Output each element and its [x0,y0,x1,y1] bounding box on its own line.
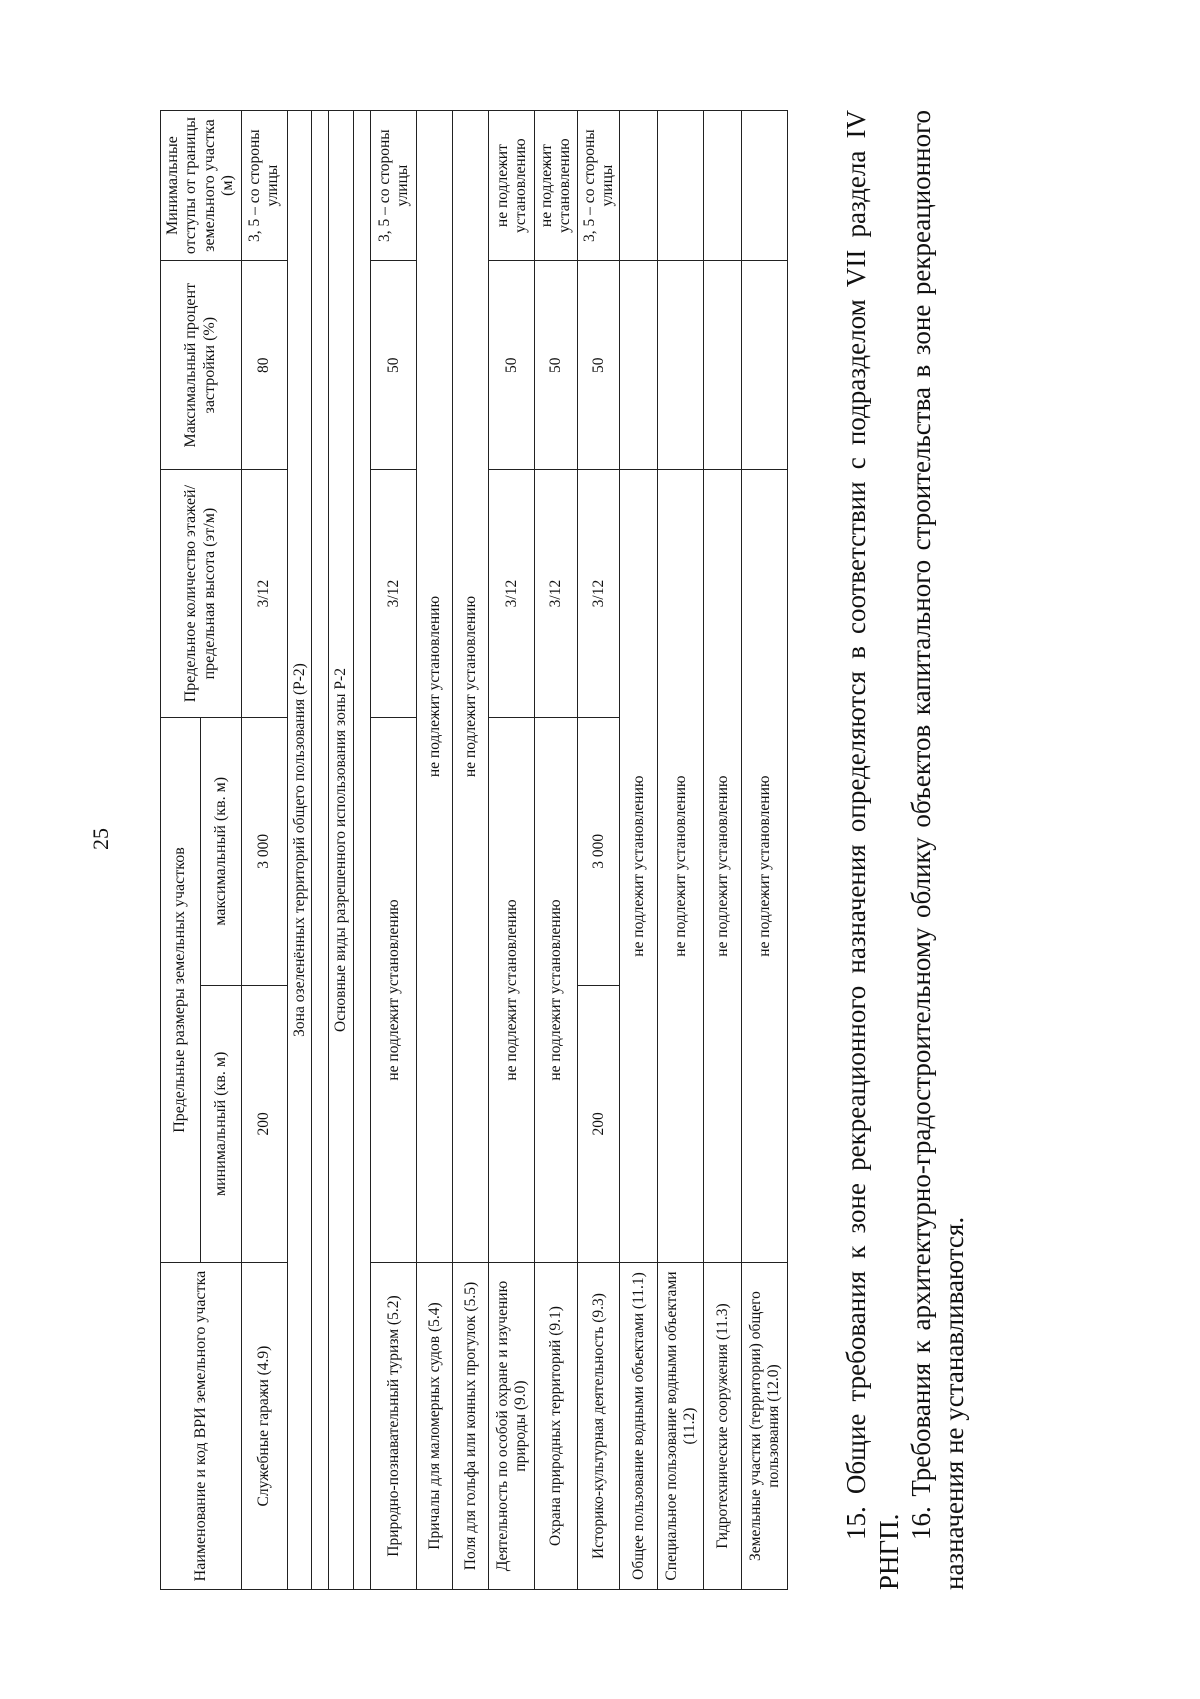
header-floors: Предельное количество этажей/предельная высота (эт/м) [161,470,242,718]
row-floors: 3/12 [535,470,578,718]
spacer-cell [354,111,371,1590]
zone-title-row [287,111,312,1590]
row-floors: 3/12 [241,470,287,718]
row-build-percent [658,261,704,470]
row-min-max: не подлежит установлению [489,717,535,1262]
table-row [453,111,489,1590]
row-name: Специальное пользование водными объектами (11.2) [658,1263,704,1590]
rotated-content [160,110,1060,1590]
row-offset [704,111,742,261]
table-row [241,111,287,1590]
header-build-percent: Максимальный процент застройки (%) [161,261,242,470]
row-build-percent: 50 [577,261,620,470]
row-span-value: не подлежит установлению [658,470,704,1263]
table-row [620,111,658,1590]
header-plot-sizes: Предельные размеры земельных участков [161,717,201,1262]
row-name: Охрана природных территорий (9.1) [535,1263,578,1590]
row-span-value: не подлежит установлению [417,111,453,1263]
spacer-cell [312,111,329,1590]
row-build-percent: 50 [371,261,417,470]
row-floors: 3/12 [371,470,417,718]
row-offset: 3, 5 – со стороны улицы [371,111,417,261]
header-row [161,111,201,1590]
row-max-area: 3 000 [577,717,620,985]
spacer-row [354,111,371,1590]
row-floors: 3/12 [577,470,620,718]
row-offset: 3, 5 – со стороны улицы [241,111,287,261]
row-name: Общее пользование водными объектами (11.1) [620,1263,658,1590]
row-floors: 3/12 [489,470,535,718]
row-build-percent: 50 [535,261,578,470]
row-min-area: 200 [577,985,620,1262]
row-name: Историко-культурная деятельность (9.3) [577,1263,620,1590]
row-build-percent [620,261,658,470]
spacer-row [312,111,329,1590]
types-title: Основные виды разрешенного использования зоны Р-2 [329,111,354,1590]
table-row [658,111,704,1590]
row-min-area: 200 [241,985,287,1262]
row-max-area: 3 000 [241,717,287,985]
row-name: Служебные гаражи (4.9) [241,1263,287,1590]
row-name: Поля для гольфа или конных прогулок (5.5) [453,1263,489,1590]
row-offset [658,111,704,261]
row-span-value: не подлежит установлению [453,111,489,1263]
row-offset: не подлежит установлению [535,111,578,261]
paragraphs [840,110,970,1590]
zoning-table [160,110,788,1590]
table-row [489,111,535,1590]
page-number: 25 [88,828,113,850]
row-name: Причалы для маломерных судов (5.4) [417,1263,453,1590]
row-span-value: не подлежит установлению [704,470,742,1263]
header-min-area: минимальный (кв. м) [201,985,241,1262]
row-name: Деятельность по особой охране и изучению природы (9.0) [489,1263,535,1590]
table-row [535,111,578,1590]
types-title-row [329,111,354,1590]
row-span-value: не подлежит установлению [620,470,658,1263]
row-build-percent [704,261,742,470]
row-name: Гидротехнические сооружения (11.3) [704,1263,742,1590]
header-max-area: максимальный (кв. м) [201,717,241,985]
header-name: Наименование и код ВРИ земельного участка [161,1263,242,1590]
row-offset [742,111,788,261]
row-offset: 3, 5 – со стороны улицы [577,111,620,261]
row-span-value: не подлежит установлению [742,470,788,1263]
table-row [742,111,788,1590]
row-name: Земельные участки (территории) общего пользования (12.0) [742,1263,788,1590]
row-name: Природно-познавательный туризм (5.2) [371,1263,417,1590]
table-row [704,111,742,1590]
row-offset: не подлежит установлению [489,111,535,261]
row-build-percent: 50 [489,261,535,470]
row-offset [620,111,658,261]
row-build-percent: 80 [241,261,287,470]
zone-title: Зона озеленённых территорий общего пользования (Р-2) [287,111,312,1590]
table-row [417,111,453,1590]
table-row [371,111,417,1590]
row-build-percent [742,261,788,470]
paragraph-16: 16. Требования к архитектурно-градостроительному облику объектов капитального строительства в зоне рекреационного назначения не устанавливаются. [906,110,969,1590]
row-min-max: не подлежит установлению [371,717,417,1262]
table-row [577,111,620,1590]
paragraph-15: 15. Общие требования к зоне рекреационного назначения определяются в соответствии с подразделом VII раздела IV РНГП. [841,110,904,1590]
row-min-max: не подлежит установлению [535,717,578,1262]
header-offsets: Минимальные отступы от границы земельного участка (м) [161,111,242,261]
